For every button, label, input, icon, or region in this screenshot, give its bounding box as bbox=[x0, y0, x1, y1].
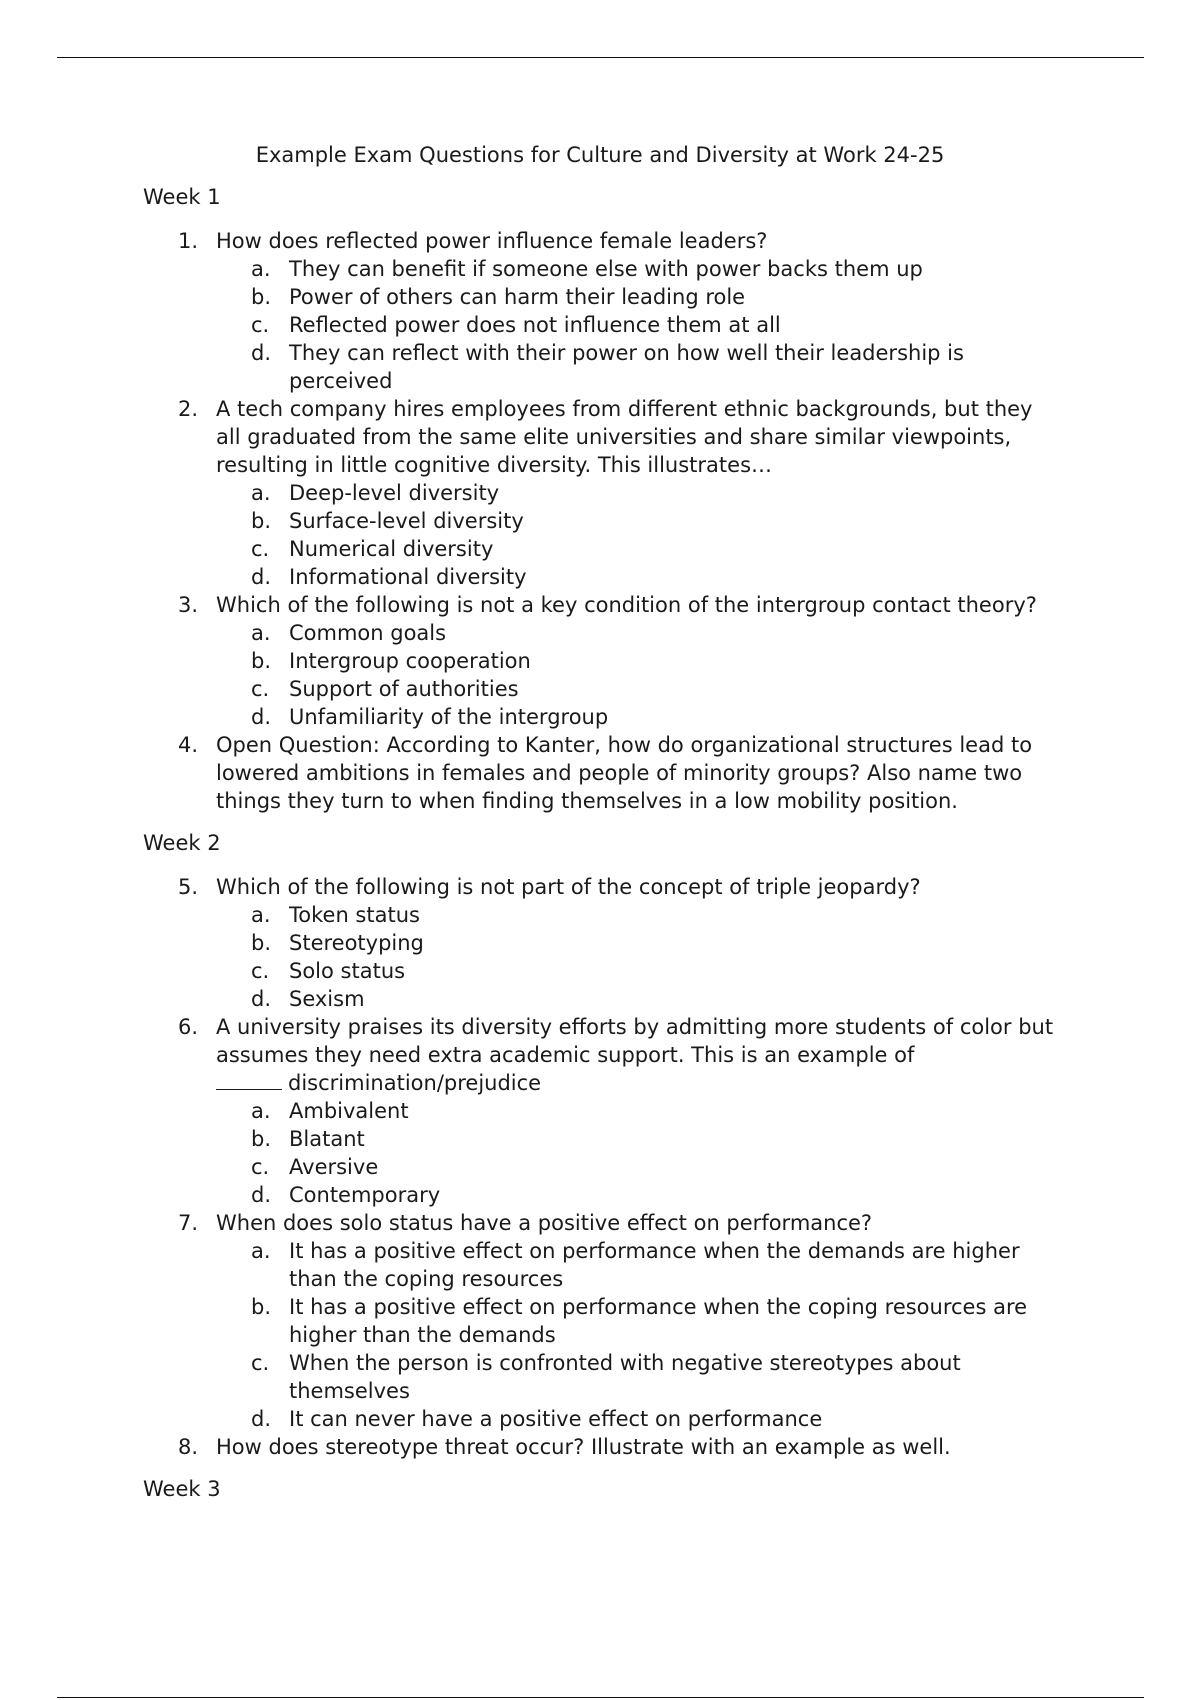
week-heading: Week 3 bbox=[143, 1477, 221, 1501]
option-text: Reflected power does not influence them at all bbox=[289, 313, 781, 337]
option-item bbox=[143, 1349, 1056, 1405]
option-letter: d. bbox=[251, 341, 272, 365]
option-item bbox=[143, 255, 1056, 283]
option-item bbox=[143, 703, 1056, 731]
option-text: They can benefit if someone else with power backs them up bbox=[289, 257, 923, 281]
option-list bbox=[216, 1097, 1056, 1209]
option-item bbox=[143, 535, 1056, 563]
question-item bbox=[143, 1209, 1056, 1433]
option-text: Blatant bbox=[289, 1127, 365, 1151]
option-item bbox=[143, 929, 1056, 957]
option-text: Solo status bbox=[289, 959, 406, 983]
option-list bbox=[216, 901, 1056, 1013]
option-text: Aversive bbox=[289, 1155, 379, 1179]
question-text: A tech company hires employees from different ethnic backgrounds, but they all graduated from the same elite universities and share similar viewpoints, resulting in little cognitive diversity. This illustrates… bbox=[216, 397, 1033, 477]
option-letter: b. bbox=[251, 1295, 272, 1319]
footer-rule bbox=[57, 1697, 1144, 1698]
option-item bbox=[143, 619, 1056, 647]
option-letter: b. bbox=[251, 1127, 272, 1151]
option-list bbox=[216, 1237, 1056, 1433]
question-number: 7. bbox=[178, 1211, 199, 1235]
option-letter: c. bbox=[251, 537, 270, 561]
option-item bbox=[143, 1237, 1056, 1293]
option-text: Support of authorities bbox=[289, 677, 519, 701]
option-item bbox=[143, 311, 1056, 339]
option-item bbox=[143, 339, 1056, 395]
option-text: Numerical diversity bbox=[289, 537, 494, 561]
document-title: Example Exam Questions for Culture and Diversity at Work 24-25 bbox=[255, 143, 945, 167]
option-item bbox=[143, 1181, 1056, 1209]
option-letter: c. bbox=[251, 313, 270, 337]
option-item bbox=[143, 675, 1056, 703]
question-number: 1. bbox=[178, 229, 199, 253]
question-number: 2. bbox=[178, 397, 199, 421]
option-text: Deep-level diversity bbox=[289, 481, 500, 505]
option-letter: c. bbox=[251, 959, 270, 983]
option-text: It has a positive effect on performance when the coping resources are higher than the demands bbox=[289, 1295, 1028, 1347]
option-text: When the person is confronted with negative stereotypes about themselves bbox=[289, 1351, 961, 1403]
question-item bbox=[143, 591, 1056, 731]
answer-blank bbox=[216, 1069, 282, 1090]
option-text: Intergroup cooperation bbox=[289, 649, 531, 673]
question-text: Which of the following is not a key condition of the intergroup contact theory? bbox=[216, 593, 1037, 617]
option-letter: b. bbox=[251, 285, 272, 309]
option-letter: a. bbox=[251, 903, 271, 927]
option-item bbox=[143, 1125, 1056, 1153]
option-letter: b. bbox=[251, 649, 272, 673]
question-text: How does reflected power influence female leaders? bbox=[216, 229, 768, 253]
question-item bbox=[143, 731, 1056, 815]
option-letter: d. bbox=[251, 987, 272, 1011]
question-text: When does solo status have a positive effect on performance? bbox=[216, 1211, 873, 1235]
option-letter: c. bbox=[251, 1351, 270, 1375]
question-item bbox=[143, 395, 1056, 591]
option-text: Token status bbox=[289, 903, 420, 927]
option-item bbox=[143, 1097, 1056, 1125]
option-letter: d. bbox=[251, 565, 272, 589]
option-item bbox=[143, 1153, 1056, 1181]
week-heading: Week 1 bbox=[143, 185, 221, 209]
option-letter: d. bbox=[251, 1183, 272, 1207]
option-item bbox=[143, 1405, 1056, 1433]
option-letter: c. bbox=[251, 1155, 270, 1179]
option-item bbox=[143, 957, 1056, 985]
question-text: Which of the following is not part of the concept of triple jeopardy? bbox=[216, 875, 921, 899]
question-list bbox=[143, 873, 1063, 1461]
option-text: Ambivalent bbox=[289, 1099, 409, 1123]
header-rule bbox=[57, 57, 1144, 58]
question-number: 8. bbox=[178, 1435, 199, 1459]
option-item bbox=[143, 647, 1056, 675]
question-item bbox=[143, 227, 1056, 395]
option-letter: c. bbox=[251, 677, 270, 701]
question-number: 6. bbox=[178, 1015, 199, 1039]
option-item bbox=[143, 1293, 1056, 1349]
option-text: They can reflect with their power on how well their leadership is perceived bbox=[289, 341, 964, 393]
option-letter: a. bbox=[251, 1239, 271, 1263]
question-text: Open Question: According to Kanter, how do organizational structures lead to lowered ambitions in females and people of minority groups? Also name two things they turn to when finding themselves in a low mobility position. bbox=[216, 733, 1033, 813]
option-letter: a. bbox=[251, 257, 271, 281]
question-text: A university praises its diversity efforts by admitting more students of color but assumes they need extra academic support. This is an example of bbox=[216, 1015, 1054, 1067]
option-item bbox=[143, 479, 1056, 507]
option-text: It has a positive effect on performance when the demands are higher than the coping resources bbox=[289, 1239, 1020, 1291]
question-number: 4. bbox=[178, 733, 199, 757]
option-text: Sexism bbox=[289, 987, 365, 1011]
blank-suffix-text: discrimination/prejudice bbox=[288, 1071, 542, 1095]
option-item bbox=[143, 985, 1056, 1013]
document-body bbox=[143, 183, 1063, 1519]
option-list bbox=[216, 619, 1056, 731]
question-item bbox=[143, 1433, 1056, 1461]
option-letter: b. bbox=[251, 509, 272, 533]
option-list bbox=[216, 479, 1056, 591]
option-text: It can never have a positive effect on performance bbox=[289, 1407, 823, 1431]
question-list bbox=[143, 227, 1063, 815]
option-item bbox=[143, 901, 1056, 929]
option-text: Surface-level diversity bbox=[289, 509, 524, 533]
option-letter: b. bbox=[251, 931, 272, 955]
option-item bbox=[143, 563, 1056, 591]
week-heading: Week 2 bbox=[143, 831, 221, 855]
option-item bbox=[143, 283, 1056, 311]
option-text: Power of others can harm their leading role bbox=[289, 285, 746, 309]
question-item bbox=[143, 873, 1056, 1013]
question-text: How does stereotype threat occur? Illustrate with an example as well. bbox=[216, 1435, 951, 1459]
option-text: Stereotyping bbox=[289, 931, 424, 955]
option-text: Unfamiliarity of the intergroup bbox=[289, 705, 609, 729]
fill-in-blank-line bbox=[216, 1069, 1056, 1097]
question-number: 3. bbox=[178, 593, 199, 617]
option-letter: d. bbox=[251, 705, 272, 729]
option-letter: a. bbox=[251, 621, 271, 645]
option-text: Contemporary bbox=[289, 1183, 441, 1207]
option-list bbox=[216, 255, 1056, 395]
option-text: Informational diversity bbox=[289, 565, 527, 589]
option-letter: d. bbox=[251, 1407, 272, 1431]
option-letter: a. bbox=[251, 1099, 271, 1123]
option-letter: a. bbox=[251, 481, 271, 505]
option-text: Common goals bbox=[289, 621, 447, 645]
question-item bbox=[143, 1013, 1056, 1209]
question-number: 5. bbox=[178, 875, 199, 899]
option-item bbox=[143, 507, 1056, 535]
